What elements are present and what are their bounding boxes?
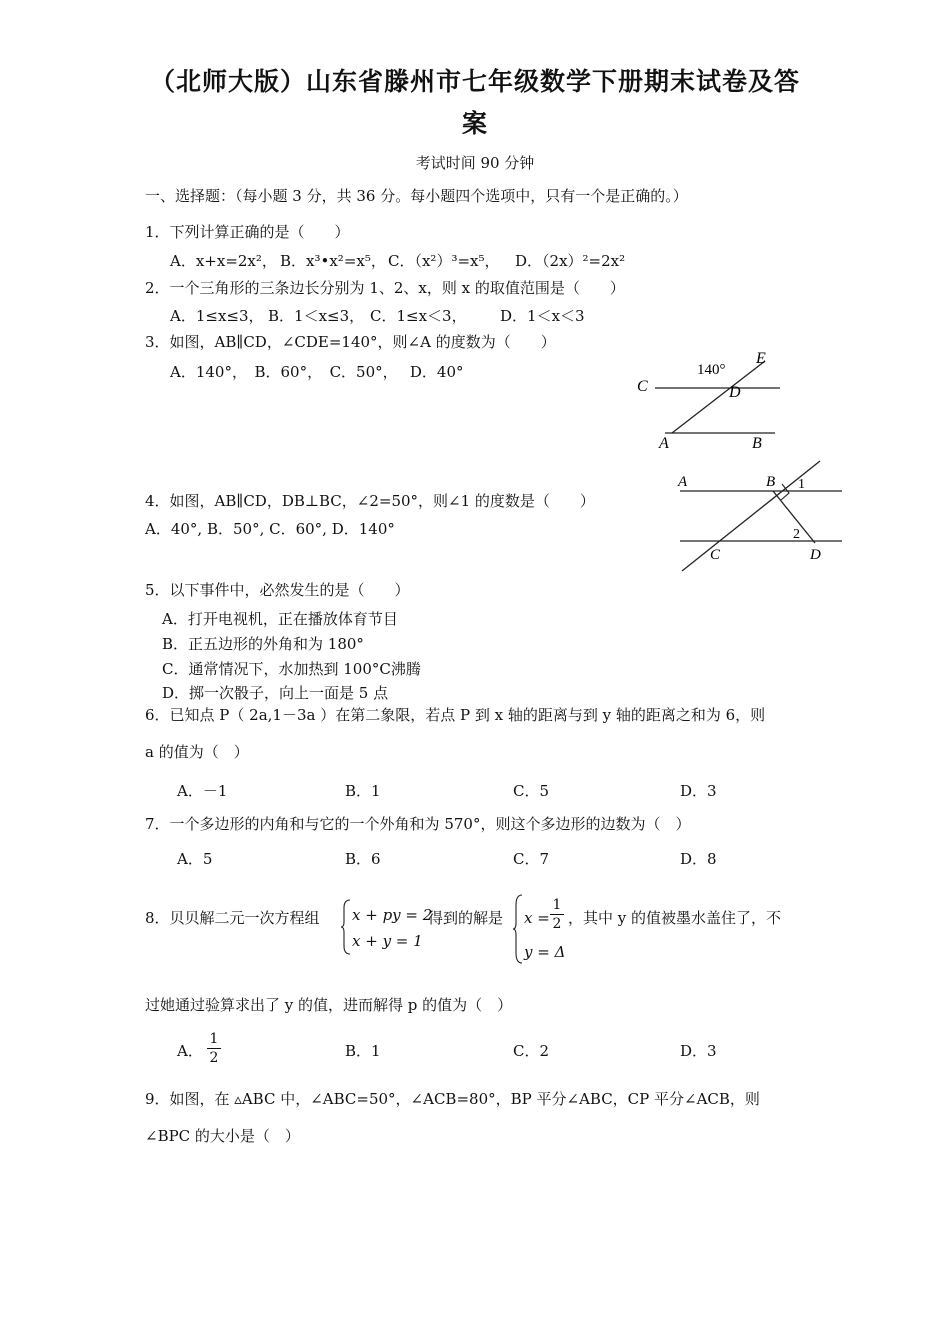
- q8-line2: 过她通过验算求出了 y 的值，进而解得 p 的值为（ ）: [145, 996, 513, 1014]
- exam-time: 考试时间 90 分钟: [415, 154, 535, 172]
- q6-option-d: D．3: [680, 782, 717, 800]
- q8-middle-text: 得到的解是: [428, 909, 504, 927]
- q8-fraction-half: [550, 897, 564, 932]
- q6-option-a: A．－1: [177, 782, 228, 800]
- section-heading: 一、选择题：（每小题 3 分，共 36 分。每小题四个选项中，只有一个是正确的。）: [145, 187, 688, 205]
- q2-option-c: C．1≤x＜3，: [370, 307, 467, 325]
- q6-option-b: B．1: [345, 782, 381, 800]
- q3-figure: [625, 345, 805, 455]
- q2-option-a: A．1≤x≤3，: [170, 307, 264, 325]
- point-c: C: [710, 547, 721, 563]
- q8-option-a-label: A．: [177, 1042, 203, 1060]
- q8-prefix: 8．贝贝解二元一次方程组: [145, 909, 320, 927]
- q8-option-c: C．2: [513, 1042, 550, 1060]
- q5-option-d: D．掷一次骰子，向上一面是 5 点: [162, 684, 389, 702]
- angle-label-140: 140°: [697, 362, 726, 378]
- point-d: D: [810, 547, 821, 563]
- q1-option-d: D．（2x）²=2x²: [515, 252, 626, 270]
- point-d: D: [729, 384, 741, 401]
- q7-option-c: C．7: [513, 850, 550, 868]
- point-a: A: [659, 435, 669, 452]
- q6-stem-line2: a 的值为（ ）: [145, 743, 249, 761]
- point-c: C: [637, 378, 648, 395]
- point-b: B: [752, 435, 762, 452]
- fraction-numerator: 1: [209, 1031, 219, 1047]
- q5-option-c: C．通常情况下，水加热到 100°C沸腾: [162, 660, 421, 678]
- q8-solution-y: y = Δ: [524, 943, 566, 961]
- q8-system-brace: [340, 898, 352, 956]
- q7-stem: 7．一个多边形的内角和与它的一个外角和为 570°，则这个多边形的边数为（ ）: [145, 815, 691, 833]
- q5-stem: 5．以下事件中，必然发生的是（ ）: [145, 581, 410, 599]
- q8-option-d: D．3: [680, 1042, 717, 1060]
- q8-equation-2: x + y = 1: [352, 932, 423, 950]
- q9-stem-line2: ∠BPC 的大小是（ ）: [145, 1127, 300, 1145]
- q5-option-b: B．正五边形的外角和为 180°: [162, 635, 364, 653]
- q1-option-b: B．x³•x²=x⁵，: [280, 252, 386, 270]
- fraction-numerator: 1: [552, 897, 562, 913]
- angle-2-label: 2: [793, 527, 800, 542]
- q9-stem-line1: 9．如图，在 ▵ABC 中，∠ABC=50°，∠ACB=80°，BP 平分∠ABC，CP 平分∠ACB，则: [145, 1090, 760, 1108]
- q7-option-b: B．6: [345, 850, 381, 868]
- q7-option-a: A．5: [177, 850, 213, 868]
- document-title-line1: （北师大版）山东省滕州市七年级数学下册期末试卷及答: [149, 67, 800, 96]
- q1-stem: 1．下列计算正确的是（ ）: [145, 223, 350, 241]
- q4-figure: [670, 455, 850, 580]
- q8-solution-x: x =: [524, 909, 550, 927]
- document-title-line2: 案: [461, 109, 488, 138]
- q2-stem: 2．一个三角形的三条边长分别为 1、2、x，则 x 的取值范围是（ ）: [145, 279, 625, 297]
- q8-solution-brace: [512, 893, 524, 965]
- q8-option-b: B．1: [345, 1042, 381, 1060]
- q8-equation-1: x + py = 2: [352, 906, 433, 924]
- q5-option-a: A．打开电视机，正在播放体育节目: [162, 610, 398, 628]
- q3-options: A．140°， B．60°， C．50°， D．40°: [170, 363, 464, 381]
- q4-stem: 4．如图，AB∥CD，DB⊥BC，∠2=50°，则∠1 的度数是（ ）: [145, 492, 595, 510]
- q3-stem: 3．如图，AB∥CD，∠CDE=140°，则∠A 的度数为（ ）: [145, 333, 556, 351]
- q2-option-d: D．1＜x＜3: [500, 307, 585, 325]
- q4-options: A．40°, B．50°, C．60°, D．140°: [145, 520, 395, 538]
- angle-1-label: 1: [798, 477, 805, 492]
- q8-suffix: ，其中 y 的值被墨水盖住了，不: [568, 909, 782, 927]
- q1-option-c: C．（x²）³=x⁵，: [388, 252, 500, 270]
- q7-option-d: D．8: [680, 850, 717, 868]
- fraction-denominator: 2: [209, 1050, 219, 1066]
- q8-option-a-fraction: [207, 1031, 221, 1066]
- point-e: E: [756, 350, 766, 367]
- q6-option-c: C．5: [513, 782, 550, 800]
- point-b: B: [766, 474, 776, 490]
- q2-option-b: B．1＜x≤3，: [268, 307, 365, 325]
- q1-option-a: A．x+x=2x²，: [170, 252, 277, 270]
- q6-stem-line1: 6．已知点 P（ 2a,1－3a ）在第二象限，若点 P 到 x 轴的距离与到 y 轴的距离之和为 6，则: [145, 706, 766, 724]
- point-a: A: [678, 474, 688, 490]
- fraction-denominator: 2: [552, 916, 562, 932]
